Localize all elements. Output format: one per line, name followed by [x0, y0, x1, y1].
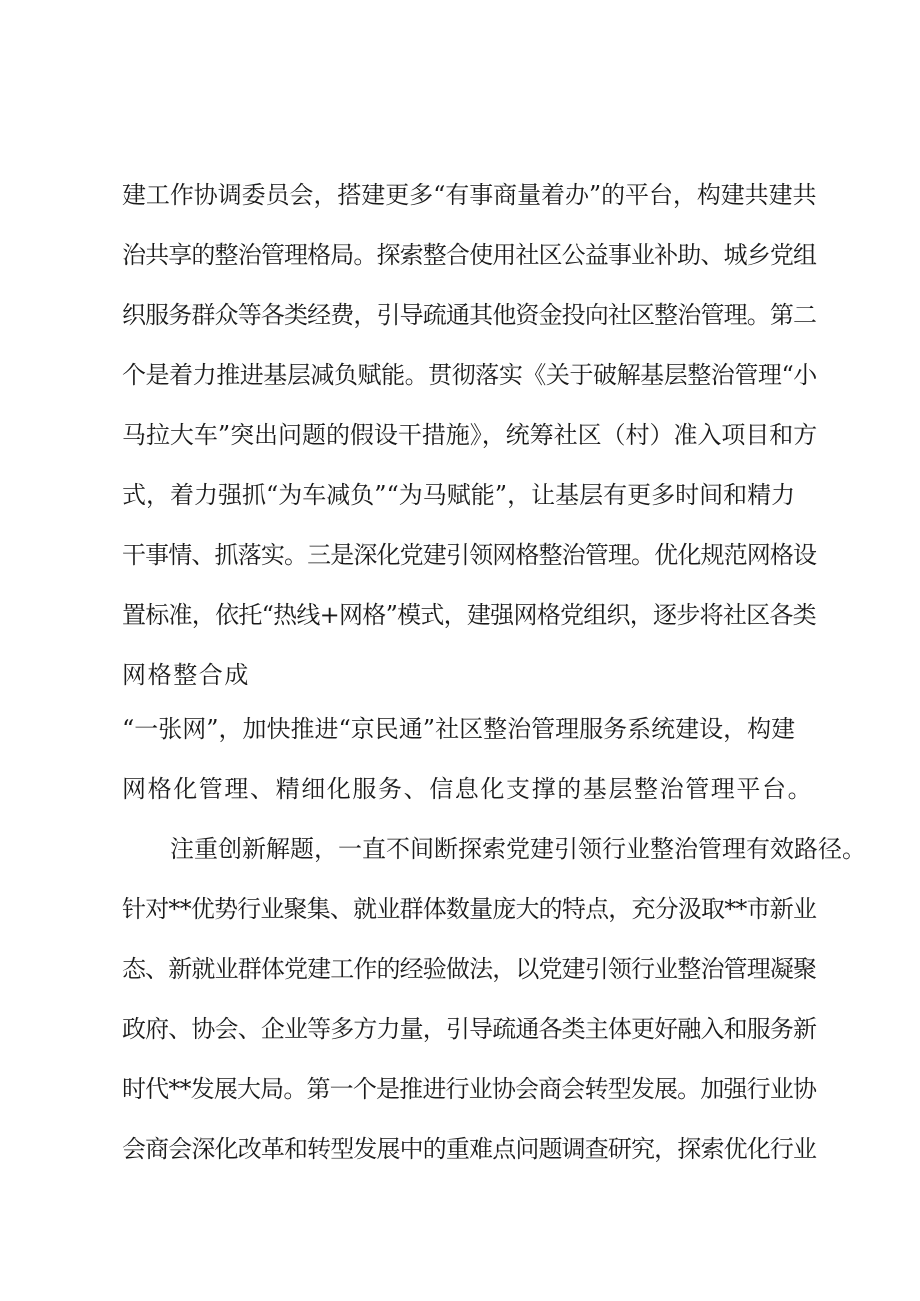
text-line: 马拉大车”突出问题的假设干措施》，统筹社区（村）准入项目和方	[122, 421, 818, 449]
text-line: 网格化管理、精细化服务、信息化支撑的基层整治管理平台。	[122, 775, 814, 803]
text-line: 织服务群众等各类经费，引导疏通其他资金投向社区整治管理。第二	[122, 301, 817, 329]
text-line: “一张网”，加快推进“京民通”社区整治管理服务系统建设，构建	[122, 715, 796, 743]
text-line: 置标准，依托“热线+网格”模式，建强网格党组织，逐步将社区各类	[122, 601, 816, 629]
text-line: 式，着力强抓“为车减负”“为马赋能”，让基层有更多时间和精力	[122, 481, 796, 509]
text-line: 网格整合成	[122, 661, 250, 689]
text-line: 态、新就业群体党建工作的经验做法，以党建引领行业整治管理凝聚	[122, 955, 817, 983]
text-line: 建工作协调委员会，搭建更多“有事商量着办”的平台，构建共建共	[122, 181, 817, 209]
text-line: 个是着力推进基层减负赋能。贯彻落实《关于破解基层整治管理“小	[122, 361, 817, 389]
text-line: 时代**发展大局。第一个是推进行业协会商会转型发展。加强行业协	[122, 1075, 817, 1103]
text-line: 针对**优势行业聚集、就业群体数量庞大的特点，充分汲取**市新业	[122, 895, 817, 923]
text-line: 会商会深化改革和转型发展中的重难点问题调查研究，探索优化行业	[122, 1135, 817, 1163]
text-line: 治共享的整治管理格局。探索整合使用社区公益事业补助、城乡党组	[122, 241, 817, 269]
text-line: 干事情、抓落实。三是深化党建引领网格整治管理。优化规范网格设	[122, 541, 817, 569]
text-line: 政府、协会、企业等多方力量，引导疏通各类主体更好融入和服务新	[122, 1015, 817, 1043]
paragraph-first-line: 注重创新解题，一直不间断探索党建引领行业整治管理有效路径。	[170, 835, 866, 863]
